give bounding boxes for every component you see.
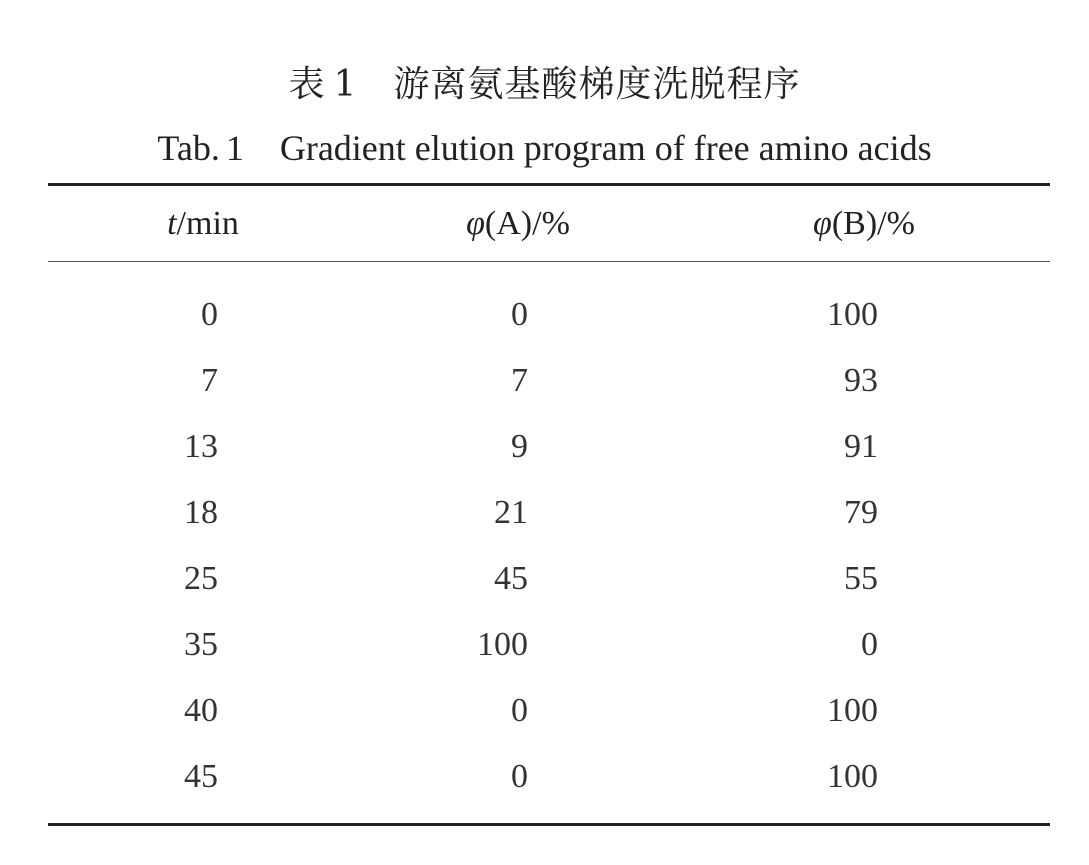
cell-phase-a: 100 xyxy=(477,626,528,663)
table-row xyxy=(48,546,1050,612)
header-phase-b-symbol: φ xyxy=(813,205,832,242)
table-row xyxy=(48,744,1050,810)
header-phase-a xyxy=(358,186,678,261)
table-body xyxy=(48,282,1050,810)
table-header-row xyxy=(48,186,1050,261)
cell-time: 7 xyxy=(201,362,218,399)
table-header-rule xyxy=(48,261,1050,262)
cell-phase-b: 0 xyxy=(861,626,878,663)
table-row xyxy=(48,678,1050,744)
cell-time: 25 xyxy=(184,560,218,597)
header-time-symbol: t xyxy=(167,205,177,242)
table-caption-english xyxy=(0,124,1089,172)
table-row xyxy=(48,480,1050,546)
header-phase-a-symbol: φ xyxy=(466,205,485,242)
table-row xyxy=(48,414,1050,480)
cell-phase-b: 55 xyxy=(844,560,878,597)
cell-phase-a: 7 xyxy=(511,362,528,399)
caption-label-cn: 表 xyxy=(288,64,326,105)
cell-phase-b: 93 xyxy=(844,362,878,399)
header-phase-a-unit: (A)/% xyxy=(484,205,570,242)
cell-time: 35 xyxy=(184,626,218,663)
header-phase-b xyxy=(678,186,1050,261)
header-time xyxy=(48,186,358,261)
header-phase-b-unit: (B)/% xyxy=(831,205,915,242)
cell-phase-b: 91 xyxy=(844,428,878,465)
cell-time: 40 xyxy=(184,692,218,729)
cell-time: 0 xyxy=(201,296,218,333)
caption-text-cn: 游离氨基酸梯度洗脱程序 xyxy=(393,64,801,105)
caption-number-en: 1 xyxy=(225,128,244,168)
cell-time: 18 xyxy=(184,494,218,531)
cell-time: 45 xyxy=(184,758,218,795)
caption-label-en: Tab. xyxy=(157,128,220,168)
table-row xyxy=(48,612,1050,678)
table-bottom-rule xyxy=(48,823,1050,826)
caption-number-cn: 1 xyxy=(333,64,358,105)
cell-phase-b: 100 xyxy=(827,296,878,333)
caption-text-en: Gradient elution program of free amino acids xyxy=(279,128,932,168)
cell-phase-a: 45 xyxy=(494,560,528,597)
cell-phase-a: 0 xyxy=(511,296,528,333)
cell-phase-b: 100 xyxy=(827,692,878,729)
cell-time: 13 xyxy=(184,428,218,465)
cell-phase-a: 0 xyxy=(511,692,528,729)
cell-phase-a: 21 xyxy=(494,494,528,531)
cell-phase-a: 9 xyxy=(511,428,528,465)
cell-phase-b: 100 xyxy=(827,758,878,795)
cell-phase-a: 0 xyxy=(511,758,528,795)
table-caption-chinese xyxy=(0,60,1089,110)
cell-phase-b: 79 xyxy=(844,494,878,531)
table-row xyxy=(48,348,1050,414)
header-time-unit: /min xyxy=(176,205,239,242)
table-row xyxy=(48,282,1050,348)
